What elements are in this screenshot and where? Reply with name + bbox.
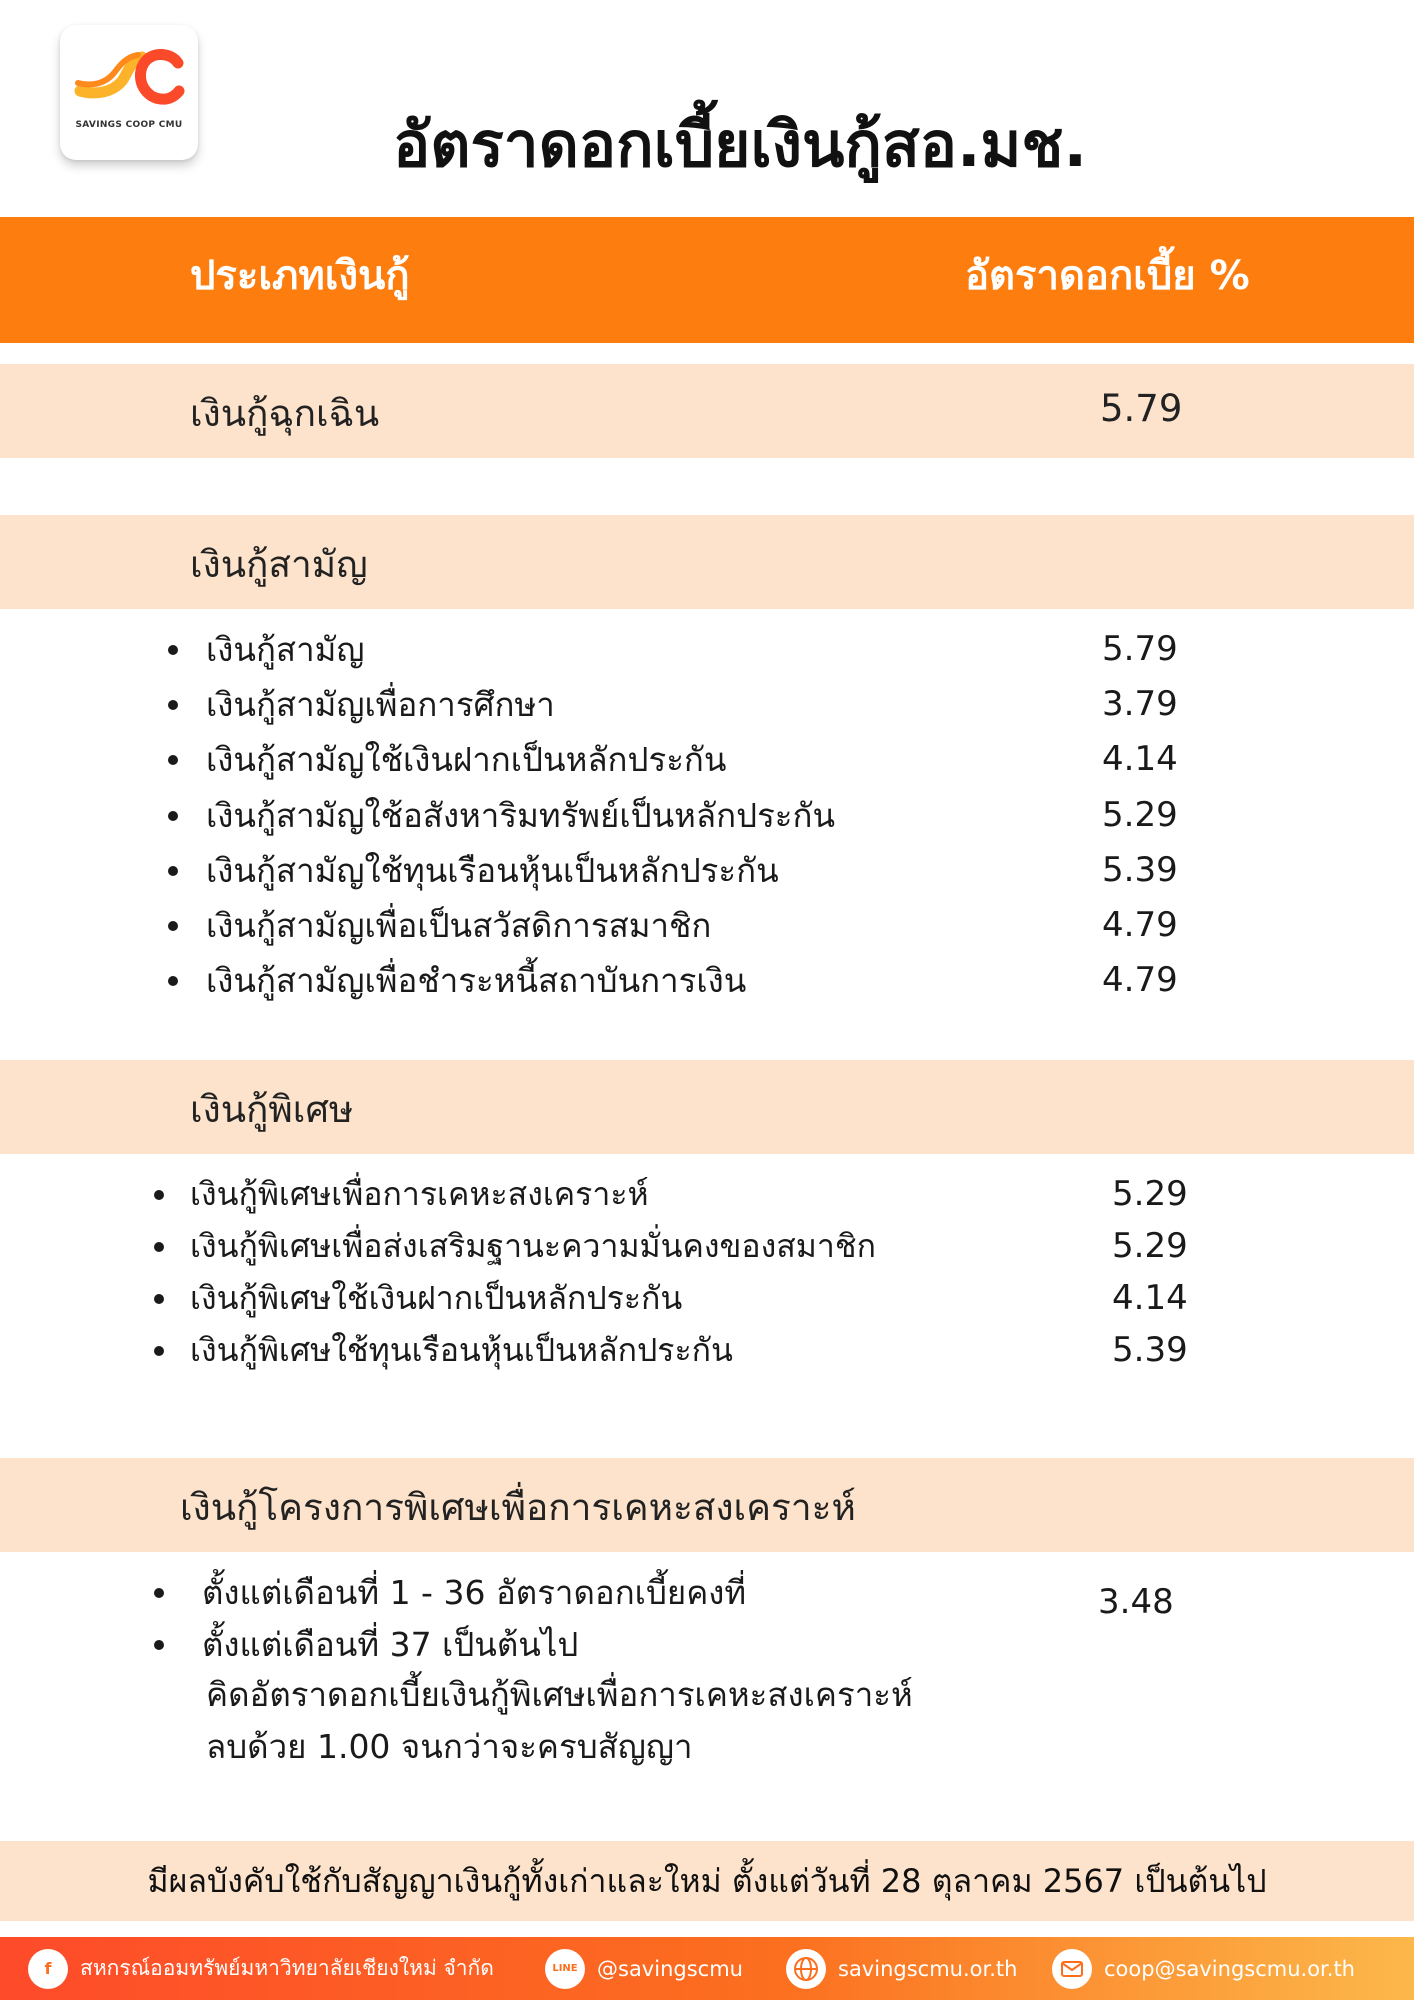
page-title: อัตราดอกเบี้ยเงินกู้สอ.มช. xyxy=(392,108,1088,181)
list-item xyxy=(0,1271,1414,1326)
bullet-icon xyxy=(154,1242,164,1252)
list-item xyxy=(0,788,1414,843)
project-term-label: ตั้งแต่เดือนที่ 37 เป็นต้นไป xyxy=(202,1625,579,1664)
loan-label: เงินกู้พิเศษเพื่อการเคหะสงเคราะห์ xyxy=(190,1175,649,1213)
bullet-icon xyxy=(168,700,178,710)
section-special-loan xyxy=(0,1060,1414,1154)
facebook-text: สหกรณ์ออมทรัพย์มหาวิทยาลัยเชียงใหม่ จำกัด xyxy=(80,1956,494,1980)
section-label: เงินกู้สามัญ xyxy=(190,543,368,586)
website-text: savingscmu.or.th xyxy=(838,1956,1018,1981)
list-item xyxy=(0,1167,1414,1222)
project-term-detail: ลบด้วย 1.00 จนกว่าจะครบสัญญา xyxy=(206,1727,693,1766)
coop-logo-mark xyxy=(70,43,188,118)
list-item xyxy=(0,953,1414,1008)
bullet-icon xyxy=(154,1190,164,1200)
mail-icon xyxy=(1052,1949,1092,1989)
bullet-icon xyxy=(168,866,178,876)
bullet-icon xyxy=(154,1640,164,1650)
loan-rate: 4.79 xyxy=(1102,905,1178,945)
loan-rate: 5.39 xyxy=(1102,850,1178,890)
facebook-icon: f xyxy=(28,1949,68,1989)
housing-project-list xyxy=(0,1565,1414,1785)
line-text: @savingscmu xyxy=(597,1956,743,1981)
list-item xyxy=(0,1565,1414,1620)
footer-facebook[interactable] xyxy=(28,1937,494,2000)
loan-rate: 5.39 xyxy=(1112,1330,1188,1370)
header-interest-rate: อัตราดอกเบี้ย % xyxy=(965,253,1250,299)
bullet-icon xyxy=(168,811,178,821)
section-label: เงินกู้โครงการพิเศษเพื่อการเคหะสงเคราะห์ xyxy=(180,1486,856,1529)
list-item xyxy=(0,622,1414,677)
loan-label: เงินกู้สามัญเพื่อเป็นสวัสดิการสมาชิก xyxy=(206,906,712,945)
footer-website[interactable] xyxy=(786,1937,1017,2000)
loan-rate: 4.14 xyxy=(1102,739,1178,779)
loan-label: เงินกู้สามัญใช้อสังหาริมทรัพย์เป็นหลักประกัน xyxy=(206,796,836,835)
bullet-icon xyxy=(168,645,178,655)
list-item xyxy=(0,732,1414,787)
loan-label: เงินกู้พิเศษเพื่อส่งเสริมฐานะความมั่นคงของสมาชิก xyxy=(190,1227,876,1265)
loan-rate: 5.29 xyxy=(1102,795,1178,835)
loan-label: เงินกู้สามัญเพื่อชำระหนี้สถาบันการเงิน xyxy=(206,961,747,1000)
bullet-icon xyxy=(154,1588,164,1598)
section-label: เงินกู้พิเศษ xyxy=(190,1088,354,1131)
loan-rate: 4.79 xyxy=(1102,960,1178,1000)
loan-rate: 4.14 xyxy=(1112,1278,1188,1318)
list-item xyxy=(0,843,1414,898)
loan-rate: 5.29 xyxy=(1112,1174,1188,1214)
footer-line[interactable] xyxy=(545,1937,743,2000)
section-emergency-loan xyxy=(0,364,1414,458)
section-label: เงินกู้ฉุกเฉิน xyxy=(190,392,380,435)
list-item xyxy=(0,1219,1414,1274)
section-ordinary-loan xyxy=(0,515,1414,609)
loan-label: เงินกู้สามัญใช้เงินฝากเป็นหลักประกัน xyxy=(206,740,727,779)
project-rate: 3.48 xyxy=(1098,1582,1174,1622)
loan-label: เงินกู้สามัญเพื่อการศึกษา xyxy=(206,685,555,724)
project-term-label: ตั้งแต่เดือนที่ 1 - 36 อัตราดอกเบี้ยคงที่ xyxy=(202,1573,747,1612)
project-term-detail: คิดอัตราดอกเบี้ยเงินกู้พิเศษเพื่อการเคหะสงเคราะห์ xyxy=(206,1675,913,1714)
footer-email[interactable] xyxy=(1052,1937,1355,2000)
bullet-icon xyxy=(168,755,178,765)
loan-label: เงินกู้สามัญ xyxy=(206,630,365,669)
bullet-icon xyxy=(154,1346,164,1356)
email-text: coop@savingscmu.or.th xyxy=(1104,1956,1355,1981)
header-loan-type: ประเภทเงินกู้ xyxy=(190,253,410,299)
table-header xyxy=(0,217,1414,343)
bullet-icon xyxy=(168,921,178,931)
loan-label: เงินกู้พิเศษใช้ทุนเรือนหุ้นเป็นหลักประกัน xyxy=(190,1331,733,1369)
globe-icon xyxy=(786,1949,826,1989)
line-icon: LINE xyxy=(545,1949,585,1989)
bullet-icon xyxy=(168,976,178,986)
loan-rate: 5.29 xyxy=(1112,1226,1188,1266)
loan-rate: 3.79 xyxy=(1102,684,1178,724)
list-item xyxy=(0,1617,1414,1672)
loan-label: เงินกู้สามัญใช้ทุนเรือนหุ้นเป็นหลักประกัน xyxy=(206,851,779,890)
logo xyxy=(60,25,198,160)
effective-date-notice xyxy=(0,1841,1414,1921)
section-housing-project-loan xyxy=(0,1458,1414,1552)
loan-label: เงินกู้พิเศษใช้เงินฝากเป็นหลักประกัน xyxy=(190,1279,683,1317)
logo-text: SAVINGS COOP CMU xyxy=(75,120,183,130)
bullet-icon xyxy=(154,1294,164,1304)
section-rate: 5.79 xyxy=(1100,387,1183,430)
effective-date-text: มีผลบังคับใช้กับสัญญาเงินกู้ทั้งเก่าและใหม่ ตั้งแต่วันที่ 28 ตุลาคม 2567 เป็นต้นไป xyxy=(147,1862,1267,1900)
list-item xyxy=(0,898,1414,953)
loan-rate: 5.79 xyxy=(1102,629,1178,669)
list-item xyxy=(0,677,1414,732)
list-item xyxy=(0,1323,1414,1378)
footer-contact-bar xyxy=(0,1937,1414,2000)
